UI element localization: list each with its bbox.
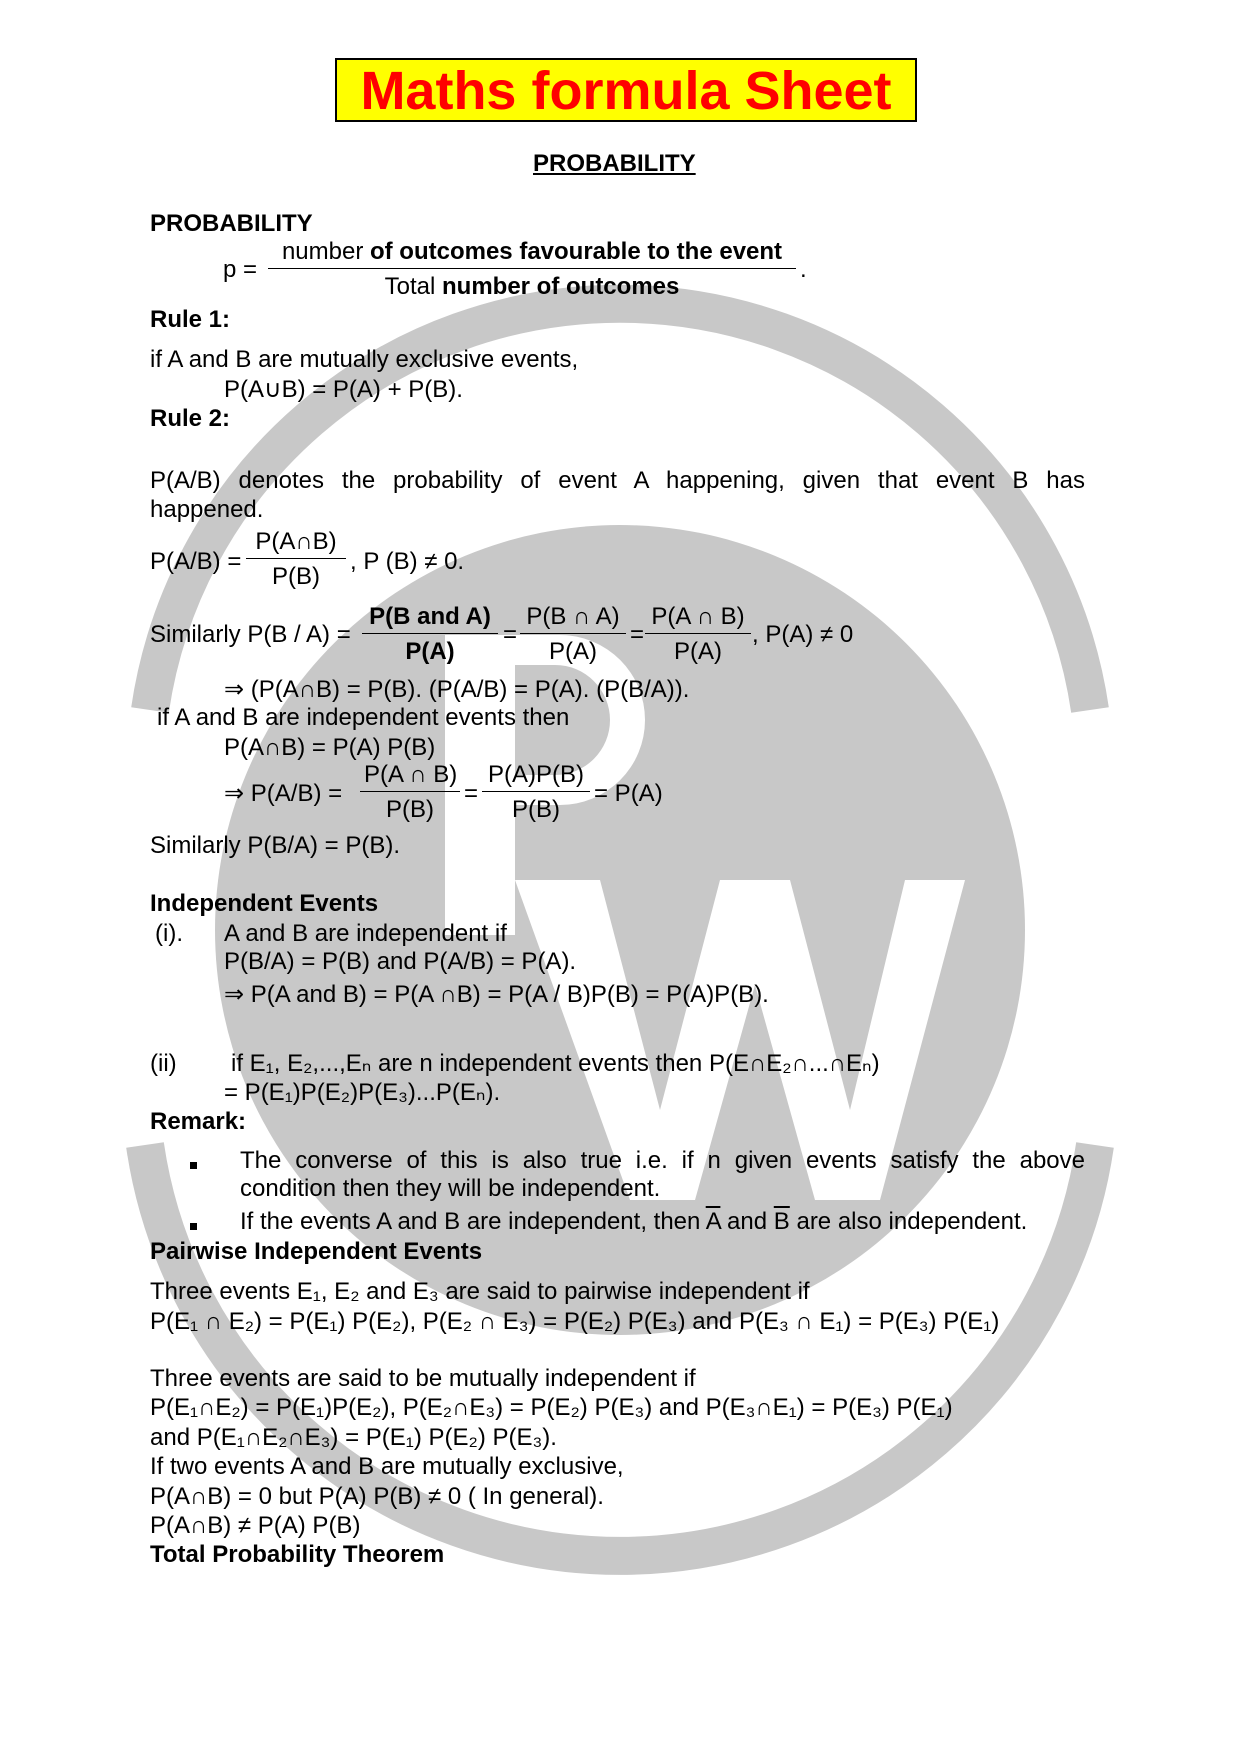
cond-prob-condition: , P (B) ≠ 0. <box>350 548 465 575</box>
similarly-result: Similarly P(B/A) = P(B). <box>150 832 401 859</box>
independent-intro: if A and B are independent events then <box>157 704 570 731</box>
item-i-label: (i). <box>155 920 183 947</box>
rule1-formula: P(A∪B) = P(A) + P(B). <box>224 376 463 403</box>
item-i-line1: A and B are independent if <box>224 920 507 947</box>
pairwise-line2: P(E₁ ∩ E₂) = P(E₁) P(E₂), P(E₂ ∩ E₃) = P(E₂) P(E₃) and P(E₃ ∩ E₁) = P(E₃) P(E₁) <box>150 1308 1000 1335</box>
pairwise-line1: Three events E₁, E₂ and E₃ are said to pairwise independent if <box>150 1278 810 1305</box>
cond-prob-fraction: $\frac{P(A\cap B)}{P(B)}$ <box>246 530 346 589</box>
rule2-paragraph-end: happened. <box>150 496 264 523</box>
item-ii-line1: if E₁, E₂,...,Eₙ are n independent events then P(E∩E₂∩...∩Eₙ) <box>231 1050 880 1077</box>
similarly-condition: , P(A) ≠ 0 <box>752 621 854 648</box>
independent-lhs: ⇒ P(A/B) = <box>224 780 343 807</box>
p-equals: p = <box>223 256 258 283</box>
implies-line: ⇒ (P(A∩B) = P(B). (P(A/B) = P(A). (P(B/A)). <box>224 676 690 703</box>
independent-events-heading: Independent Events <box>150 890 379 917</box>
independent-fraction-1: $\frac{P(A \cap B)}{P(B)}$ <box>360 763 460 822</box>
total-probability-heading: Total Probability Theorem <box>150 1541 445 1568</box>
title-banner: Maths formula Sheet <box>335 58 917 122</box>
definition-period: . <box>800 256 807 283</box>
item-ii-label: (ii) <box>150 1050 177 1077</box>
rule1-heading: Rule 1: <box>150 306 231 333</box>
similarly-fraction-1: P(B and A) P(A) <box>362 605 498 664</box>
similarly-eq-2: = <box>630 621 645 648</box>
independent-result: = P(A) <box>594 780 663 807</box>
mutual-line2: P(E₁∩E₂) = P(E₁)P(E₂), P(E₂∩E₃) = P(E₂) P(E₃) and P(E₃∩E₁) = P(E₃) P(E₁) <box>150 1394 953 1421</box>
remark-item-2: If the events A and B are independent, then $\overline{A}$ and $\overline{B}$ are also independent. <box>240 1208 1028 1235</box>
similarly-lhs: Similarly P(B / A) = <box>150 621 351 648</box>
rule2-heading: Rule 2: <box>150 405 231 432</box>
item-ii-line2: = P(E₁)P(E₂)P(E₃)...P(Eₙ). <box>224 1079 501 1106</box>
similarly-fraction-3: $\frac{P(A \cap B)}{P(A)}$ <box>645 605 751 664</box>
item-i-line3: ⇒ P(A and B) = P(A ∩B) = P(A / B)P(B) = P(A)P(B). <box>224 981 769 1008</box>
rule1-line1: if A and B are mutually exclusive events, <box>150 346 579 373</box>
mutual-line3: and P(E₁∩E₂∩E₃) = P(E₁) P(E₂) P(E₃). <box>150 1424 557 1451</box>
probability-heading: PROBABILITY <box>150 210 313 237</box>
a-complement: $\overline{A}$ <box>705 1208 721 1235</box>
independent-eq: = <box>464 780 479 807</box>
probability-fraction: number of outcomes favourable to the event Total number of outcomes <box>268 240 796 299</box>
remark-bullet-1 <box>190 1162 197 1169</box>
mutual-line6: P(A∩B) ≠ P(A) P(B) <box>150 1512 361 1539</box>
mutual-line5: P(A∩B) = 0 but P(A) P(B) ≠ 0 ( In general). <box>150 1483 604 1510</box>
section-title: PROBABILITY <box>533 150 696 177</box>
remark-heading: Remark: <box>150 1108 247 1135</box>
similarly-fraction-2: $\frac{P(B \cap A)}{P(A)}$ <box>520 605 626 664</box>
independent-product: P(A∩B) = P(A) P(B) <box>224 734 436 761</box>
b-complement: $\overline{B}$ <box>773 1208 790 1235</box>
mutual-line4: If two events A and B are mutually exclusive, <box>150 1453 624 1480</box>
similarly-eq-1: = <box>503 621 518 648</box>
mutual-line1: Three events are said to be mutually independent if <box>150 1365 696 1392</box>
rule2-paragraph: P(A/B) denotes the probability of event A happening, given that event B has <box>150 467 1085 494</box>
independent-fraction-2: $\frac{P(A)P(B)}{P(B)}$ <box>482 763 590 822</box>
cond-prob-lhs: P(A/B) = <box>150 548 242 575</box>
item-i-line2: P(B/A) = P(B) and P(A/B) = P(A). <box>224 948 577 975</box>
remark-item-1: The converse of this is also true i.e. if n given events satisfy the above condition then they will be independent. <box>240 1147 1085 1202</box>
pairwise-heading: Pairwise Independent Events <box>150 1238 483 1265</box>
remark-bullet-2 <box>190 1223 197 1230</box>
